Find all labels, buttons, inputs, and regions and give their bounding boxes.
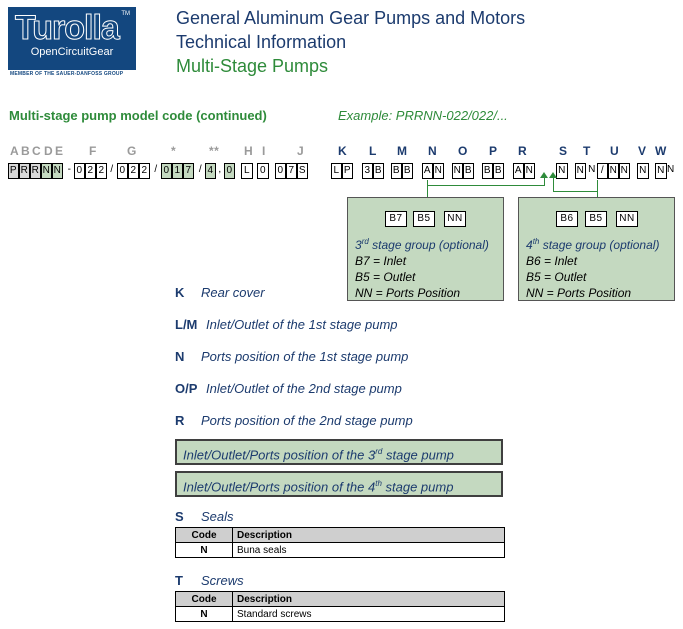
desc-text: Ports position of the 2nd stage pump [201, 413, 413, 428]
code-position-letter: L [369, 144, 377, 158]
model-code-char-box: - [67, 164, 72, 175]
model-code-char-box: N [619, 163, 630, 179]
desc-text: Inlet/Outlet of the 1st stage pump [206, 317, 398, 332]
screws-label: Screws [201, 573, 244, 588]
highlight-3rd-stage: Inlet/Outlet/Ports position of the 3rd stage pump [175, 439, 503, 465]
stage4-title: 4th stage group (optional) [526, 237, 660, 252]
connector-line [427, 180, 428, 197]
highlight-4th-stage: Inlet/Outlet/Ports position of the 4th stage pump [175, 471, 503, 497]
model-code-char-box: N [452, 163, 463, 179]
code-cell: N [176, 607, 233, 622]
seals-label: Seals [201, 509, 234, 524]
code-position-letter: P [489, 144, 498, 158]
model-code-char-box: B [402, 163, 413, 179]
table-header-row [176, 592, 505, 607]
model-code-char-box: R [30, 163, 41, 179]
document-section-title: Multi-Stage Pumps [176, 56, 329, 76]
model-code-char-box: , [218, 164, 222, 175]
seals-table [175, 527, 505, 558]
connector-line [597, 180, 598, 197]
model-code-char-box: 7 [183, 163, 194, 179]
model-code-char-box: 0 [257, 163, 269, 179]
document-subtitle: Technical Information [176, 32, 347, 52]
model-code-char-box: A [422, 163, 433, 179]
model-code-char-box: 0 [275, 163, 286, 179]
code-position-letter: O [458, 144, 468, 158]
stage3-code-inlet: B7 [385, 211, 407, 227]
code-position-letter: D [44, 144, 54, 158]
model-code-char-box: B [482, 163, 493, 179]
stage3-code-outlet: B5 [413, 211, 435, 227]
model-code-char-box: A [513, 163, 524, 179]
desc-key: K [175, 285, 185, 300]
stage3-code-ports: NN [444, 211, 466, 227]
stage4-code-outlet: B5 [585, 211, 607, 227]
code-cell: N [176, 543, 233, 558]
code-position-letter: I [262, 144, 266, 158]
code-position-letter: C [32, 144, 42, 158]
model-code-char-box: 2 [139, 163, 150, 179]
description-cell: Buna seals [233, 543, 505, 558]
model-code-char-box: N [41, 163, 52, 179]
model-code-char-box: / [110, 164, 114, 175]
model-code-char-box: L [331, 163, 342, 179]
model-code-char-box: N [524, 163, 535, 179]
arrow-up-icon [540, 172, 548, 178]
model-code-char-box: 0 [161, 163, 172, 179]
description-cell: Standard screws [233, 607, 505, 622]
table-header-row [176, 528, 505, 543]
logo-member-text: MEMBER OF THE SAUER-DANFOSS GROUP [10, 71, 124, 77]
turolla-logo [8, 7, 136, 70]
model-code-char-box: 0 [74, 163, 85, 179]
model-code-char-box: N [655, 163, 667, 179]
stage4-group-box [518, 197, 675, 301]
code-position-letter: B [21, 144, 31, 158]
model-code-char-box: R [19, 163, 30, 179]
model-code-char-box: 1 [172, 163, 183, 179]
stage4-outlet-line: B5 = Outlet [526, 270, 587, 284]
stage4-code-ports: NN [616, 211, 638, 227]
desc-key: R [175, 413, 185, 428]
logo-wordmark: Turolla [15, 9, 119, 47]
model-code-char-box: N [637, 163, 649, 179]
model-code-char-box: S [297, 163, 308, 179]
code-position-letter: J [297, 144, 305, 158]
code-position-letter: G [127, 144, 137, 158]
model-code-char-box: L [241, 163, 253, 179]
screws-key: T [175, 573, 183, 588]
table-row [176, 607, 505, 622]
logo-subtitle: OpenCircuitGear [30, 46, 114, 58]
code-position-letter: U [610, 144, 620, 158]
model-code-char-box: / [154, 164, 158, 175]
model-code-char-box: N [588, 164, 596, 175]
connector-line [427, 185, 544, 186]
code-position-letter: * [171, 144, 177, 158]
desc-text: Rear cover [201, 285, 265, 300]
code-position-letter: E [55, 144, 64, 158]
column-header: Description [233, 592, 505, 607]
code-position-letter: N [428, 144, 438, 158]
model-code-char-box: 0 [117, 163, 128, 179]
table-row [176, 543, 505, 558]
example-code: Example: PRRNN-022/022/... [338, 108, 508, 123]
stage4-inlet-line: B6 = Inlet [526, 254, 578, 268]
desc-k [175, 285, 265, 300]
desc-text: Inlet/Outlet of the 2nd stage pump [206, 381, 402, 396]
model-code-char-box: 0 [224, 163, 235, 179]
stage4-ports-line: NN = Ports Position [526, 286, 632, 300]
model-code-char-box: / [198, 164, 203, 175]
model-code-char-box: N [608, 163, 619, 179]
code-position-letter: H [244, 144, 254, 158]
model-code-char-box: N [556, 163, 568, 179]
code-position-letter: R [518, 144, 528, 158]
desc-lm [175, 317, 398, 332]
desc-op [175, 381, 402, 396]
desc-r [175, 413, 413, 428]
stage3-outlet-line: B5 = Outlet [355, 270, 416, 284]
model-code-char-box: 3 [362, 163, 373, 179]
arrow-up-icon [549, 172, 557, 178]
model-code-char-box: N [575, 163, 586, 179]
model-code-char-box: B [493, 163, 504, 179]
model-code-char-box: 4 [205, 163, 216, 179]
document-title: General Aluminum Gear Pumps and Motors [176, 8, 526, 28]
seals-key: S [175, 509, 184, 524]
code-position-letter: ** [209, 144, 220, 158]
model-code-char-box: 2 [85, 163, 96, 179]
code-position-letter: W [655, 144, 667, 158]
screws-table [175, 591, 505, 622]
screws-heading [175, 573, 244, 588]
seals-heading [175, 509, 234, 524]
stage3-group-box [347, 197, 504, 301]
code-position-letter: M [397, 144, 408, 158]
stage3-title: 3rd stage group (optional) [355, 237, 489, 252]
logo-trademark: TM [121, 11, 130, 17]
column-header: Description [233, 528, 505, 543]
model-code-char-box: B [391, 163, 402, 179]
model-code-char-box: 7 [286, 163, 297, 179]
stage3-inlet-line: B7 = Inlet [355, 254, 407, 268]
connector-line [553, 176, 554, 192]
code-position-letter: V [638, 144, 647, 158]
model-code-char-box: 2 [128, 163, 139, 179]
code-position-letter: K [338, 144, 348, 158]
model-code-char-box: 2 [96, 163, 107, 179]
desc-text: Ports position of the 1st stage pump [201, 349, 409, 364]
column-header: Code [176, 592, 233, 607]
model-code-char-box: P [8, 163, 19, 179]
model-code-char-box: B [373, 163, 384, 179]
desc-key: O/P [175, 381, 198, 396]
code-position-letter: S [559, 144, 568, 158]
connector-line [553, 191, 598, 192]
code-position-letter: A [10, 144, 20, 158]
desc-n [175, 349, 408, 364]
column-header: Code [176, 528, 233, 543]
code-position-letter: F [89, 144, 97, 158]
model-code-char-box: N [52, 163, 63, 179]
stage3-ports-line: NN = Ports Position [355, 286, 461, 300]
stage4-code-inlet: B6 [556, 211, 578, 227]
model-code-char-box: P [342, 163, 353, 179]
section-heading: Multi-stage pump model code (continued) [9, 108, 267, 123]
code-position-letter: T [583, 144, 591, 158]
desc-key: N [175, 349, 185, 364]
model-code-char-box: B [463, 163, 474, 179]
desc-key: L/M [175, 317, 198, 332]
model-code-char-box: N [433, 163, 444, 179]
model-code-char-box: / [597, 163, 608, 179]
